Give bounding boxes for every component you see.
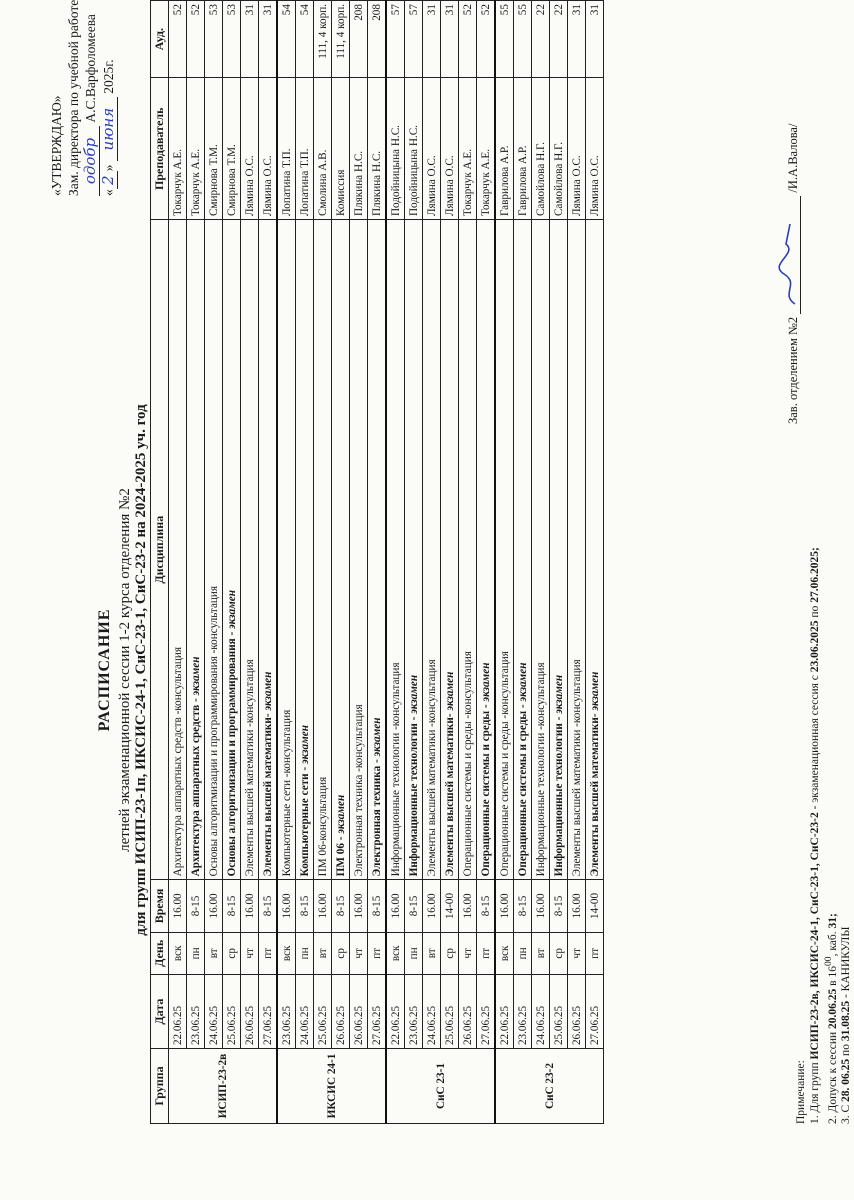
cell-room: 208 <box>368 1 387 78</box>
cell-date: 27.06.25 <box>368 975 387 1049</box>
table-header-row <box>151 1 169 1124</box>
cell-time: 8-15 <box>223 880 241 932</box>
cell-date: 26.06.25 <box>241 975 259 1049</box>
table-row <box>368 1 387 1124</box>
cell-day: пт <box>259 932 278 975</box>
cell-discipline <box>169 220 187 880</box>
cell-room: 52 <box>459 1 477 78</box>
cell-day: вск <box>277 932 296 975</box>
discipline-text: Элементы высшей математики- <box>443 713 456 877</box>
signature-role: Зав. отделением №2 <box>786 316 800 424</box>
approval-day: 2 <box>100 171 118 189</box>
discipline-text: Информационные технологии -консультация <box>534 662 547 877</box>
cell-teacher: Гаврилова А.Р. <box>495 78 514 220</box>
cell-date: 22.06.25 <box>495 975 514 1049</box>
header-date: Дата <box>151 975 169 1049</box>
handwritten-signature <box>780 196 798 314</box>
table-row <box>441 1 459 1124</box>
cell-room: 53 <box>205 1 223 78</box>
cell-day: вск <box>495 932 514 975</box>
note-1-c: - экзаменационная сессия с <box>808 672 821 813</box>
cell-teacher: Лопатина Т.П. <box>277 78 296 220</box>
cell-date: 27.06.25 <box>477 975 496 1049</box>
cell-room: 31 <box>568 1 586 78</box>
cell-discipline <box>241 220 259 880</box>
note-3-start: 28. 06.25 <box>840 1058 853 1102</box>
cell-day: ср <box>223 932 241 975</box>
cell-room: 53 <box>223 1 241 78</box>
cell-discipline <box>459 220 477 880</box>
cell-discipline <box>368 220 387 880</box>
cell-time: 8-15 <box>259 880 278 932</box>
header-time: Время <box>151 880 169 932</box>
group-name: ИСИП-23-2в <box>169 1049 278 1124</box>
cell-date: 25.06.25 <box>441 975 459 1049</box>
cell-date: 27.06.25 <box>586 975 604 1049</box>
cell-teacher: Смолина А.В. <box>314 78 332 220</box>
cell-time: 16.00 <box>495 880 514 932</box>
header-day: День <box>151 932 169 975</box>
discipline-text: ПМ 06-консультация <box>316 776 329 877</box>
cell-discipline <box>386 220 405 880</box>
table-row <box>586 1 604 1124</box>
discipline-text: Архитектура аппаратных средств - <box>189 698 202 877</box>
cell-discipline <box>296 220 314 880</box>
cell-date: 27.06.25 <box>259 975 278 1049</box>
cell-room: 57 <box>405 1 423 78</box>
cell-teacher: Смирнова Т.М. <box>223 78 241 220</box>
note-2-d: , каб. <box>826 928 839 957</box>
cell-day: ср <box>550 932 568 975</box>
cell-discipline <box>550 220 568 880</box>
approval-signature: одобр <box>82 126 100 196</box>
approval-position: Зам. директора по учебной работе <box>66 0 81 196</box>
cell-teacher: Самойлова Н.Г. <box>532 78 550 220</box>
discipline-text: Информационные технологии -консультация <box>389 662 402 877</box>
cell-room: 57 <box>386 1 405 78</box>
note-3-c: по <box>840 1041 853 1059</box>
table-row <box>205 1 223 1124</box>
discipline-text: Операционные системы и среды -консультация <box>498 651 511 877</box>
table-row <box>187 1 205 1124</box>
note-3-a: 3. С <box>840 1101 853 1124</box>
cell-day: пт <box>477 932 496 975</box>
cell-time: 16.00 <box>532 880 550 932</box>
cell-day: ср <box>441 932 459 975</box>
table-row <box>405 1 423 1124</box>
cell-discipline <box>514 220 532 880</box>
cell-room: 22 <box>550 1 568 78</box>
cell-date: 26.06.25 <box>350 975 368 1049</box>
page-subtitle: летней экзаменационной сессии 1-2 курса отделения №2 <box>117 488 133 852</box>
note-2 <box>822 224 840 1124</box>
cell-time: 8-15 <box>368 880 387 932</box>
cell-time: 14-00 <box>441 880 459 932</box>
cell-discipline <box>423 220 441 880</box>
schedule-body <box>169 1 604 1124</box>
cell-time: 8-15 <box>187 880 205 932</box>
cell-room: 55 <box>514 1 532 78</box>
discipline-text: Элементы высшей математики -консультация <box>425 659 438 877</box>
cell-teacher: Лямина О.С. <box>241 78 259 220</box>
signature-line <box>786 196 801 314</box>
cell-teacher: Подойницына Н.С. <box>386 78 405 220</box>
table-row <box>514 1 532 1124</box>
cell-day: пн <box>405 932 423 975</box>
approval-name: А.С.Варфоломеева <box>83 14 98 123</box>
cell-date: 24.06.25 <box>205 975 223 1049</box>
discipline-text: Элементы высшей математики- <box>261 713 274 877</box>
table-row <box>332 1 350 1124</box>
cell-date: 22.06.25 <box>169 975 187 1049</box>
cell-day: чт <box>568 932 586 975</box>
cell-date: 23.06.25 <box>514 975 532 1049</box>
note-3-e: - КАНИКУЛЫ <box>840 926 853 1001</box>
cell-room: 52 <box>169 1 187 78</box>
discipline-text: Основы алгоритмизации и программирования - <box>225 631 238 877</box>
table-row <box>550 1 568 1124</box>
page-subtitle-groups: для групп ИСИП-23-1п, ИКСИС-24-1, СиС-23-1, СиС-23-2 на 2024-2025 уч. год <box>133 404 149 936</box>
cell-day: чт <box>350 932 368 975</box>
cell-day: чт <box>241 932 259 975</box>
cell-room: 31 <box>423 1 441 78</box>
cell-day: пт <box>368 932 387 975</box>
cell-time: 14-00 <box>586 880 604 932</box>
cell-discipline <box>259 220 278 880</box>
cell-day: вт <box>314 932 332 975</box>
cell-discipline <box>277 220 296 880</box>
cell-teacher: Лямина О.С. <box>423 78 441 220</box>
signature-block <box>786 4 801 424</box>
cell-date: 24.06.25 <box>296 975 314 1049</box>
approval-year: 2025г. <box>101 59 116 94</box>
exam-label: экзамен <box>298 725 311 765</box>
approval-block: «УТВЕРЖДАЮ» Зам. директора по учебной работе одобр А.С.Варфоломеева «2» июня 2025г. <box>49 0 117 196</box>
table-row <box>169 1 187 1124</box>
exam-label: экзамен <box>443 671 456 711</box>
cell-day: вск <box>386 932 405 975</box>
note-2-c: в 16 <box>826 966 839 989</box>
cell-date: 24.06.25 <box>532 975 550 1049</box>
discipline-text: Элементы высшей математики -консультация <box>243 659 256 877</box>
discipline-text: Компьютерные сети -консультация <box>280 709 293 877</box>
notes-head: Примечание: <box>795 1060 807 1124</box>
cell-discipline <box>187 220 205 880</box>
cell-day: вт <box>205 932 223 975</box>
cell-teacher: Лямина О.С. <box>568 78 586 220</box>
cell-day: вт <box>532 932 550 975</box>
discipline-text: Электронная техника -консультация <box>352 704 365 877</box>
cell-room: 31 <box>241 1 259 78</box>
exam-label: экзамен <box>407 674 420 714</box>
group-name: СиС 23-1 <box>386 1049 495 1124</box>
cell-time: 16.00 <box>568 880 586 932</box>
exam-label: экзамен <box>225 590 238 629</box>
exam-label: экзамен <box>189 656 202 696</box>
cell-time: 16.00 <box>241 880 259 932</box>
note-1-start: 23.06.2025 <box>808 620 821 673</box>
cell-discipline <box>477 220 496 880</box>
note-1-a: 1. Для групп <box>808 1059 821 1124</box>
table-row <box>386 1 405 1124</box>
cell-day: ср <box>332 932 350 975</box>
cell-date: 26.06.25 <box>459 975 477 1049</box>
discipline-text: Архитектура аппаратных средств -консультация <box>171 646 184 877</box>
cell-time: 16.00 <box>423 880 441 932</box>
table-row <box>532 1 550 1124</box>
cell-room: 52 <box>477 1 496 78</box>
cell-day: пн <box>187 932 205 975</box>
header-room: Ауд. <box>151 1 169 78</box>
discipline-text: Операционные системы и среды - <box>479 704 492 877</box>
note-2-sup: 00 <box>823 956 834 966</box>
cell-teacher: Комиссия <box>332 78 350 220</box>
cell-teacher: Подойницына Н.С. <box>405 78 423 220</box>
cell-day: чт <box>459 932 477 975</box>
table-row <box>350 1 368 1124</box>
cell-discipline <box>314 220 332 880</box>
cell-discipline <box>441 220 459 880</box>
cell-teacher: Плякина Н.С. <box>350 78 368 220</box>
cell-teacher: Лямина О.С. <box>586 78 604 220</box>
cell-room: 208 <box>350 1 368 78</box>
cell-teacher: Токарчук А.Е. <box>459 78 477 220</box>
table-row <box>296 1 314 1124</box>
table-row <box>223 1 241 1124</box>
cell-discipline <box>332 220 350 880</box>
exam-label: экзамен <box>479 662 492 702</box>
note-1-e: по <box>808 602 821 621</box>
cell-date: 22.06.25 <box>386 975 405 1049</box>
cell-teacher: Токарчук А.Е. <box>477 78 496 220</box>
cell-date: 25.06.25 <box>314 975 332 1049</box>
note-1-groups: ИСИП-23-2в, ИКСИС-24-1, СиС-23-1, СиС-23-2 <box>808 812 821 1060</box>
approval-head: «УТВЕРЖДАЮ» <box>49 95 64 196</box>
discipline-text: Информационные технологии - <box>407 716 420 877</box>
cell-date: 25.06.25 <box>223 975 241 1049</box>
exam-label: экзамен <box>552 674 565 714</box>
table-row <box>314 1 332 1124</box>
cell-time: 16.00 <box>169 880 187 932</box>
cell-teacher: Лямина О.С. <box>441 78 459 220</box>
cell-room: 55 <box>495 1 514 78</box>
note-3 <box>840 224 854 1124</box>
schedule-table <box>150 0 604 1124</box>
cell-time: 8-15 <box>514 880 532 932</box>
cell-teacher: Лопатина Т.П. <box>296 78 314 220</box>
notes-block <box>795 224 854 1124</box>
note-2-room: 31; <box>826 913 839 929</box>
cell-time: 8-15 <box>477 880 496 932</box>
cell-discipline <box>568 220 586 880</box>
cell-discipline <box>405 220 423 880</box>
cell-time: 16.00 <box>459 880 477 932</box>
cell-day: вт <box>423 932 441 975</box>
group-name: ИКСИС 24-1 <box>277 1049 386 1124</box>
cell-discipline <box>532 220 550 880</box>
exam-label: экзамен <box>516 662 529 702</box>
discipline-text: ПМ 06 - <box>334 836 347 877</box>
table-row <box>423 1 441 1124</box>
cell-time: 16.00 <box>350 880 368 932</box>
cell-room: 31 <box>441 1 459 78</box>
cell-time: 8-15 <box>332 880 350 932</box>
discipline-text: Операционные системы и среды - <box>516 704 529 877</box>
approval-month: июня <box>100 97 118 161</box>
table-row <box>259 1 278 1124</box>
discipline-text: Элементы высшей математики -консультация <box>570 659 583 877</box>
cell-time: 16.00 <box>277 880 296 932</box>
cell-teacher: Самойлова Н.Г. <box>550 78 568 220</box>
cell-time: 8-15 <box>405 880 423 932</box>
exam-label: экзамен <box>334 794 347 834</box>
cell-teacher: Гаврилова А.Р. <box>514 78 532 220</box>
signature-name: /И.А.Валова/ <box>786 123 800 193</box>
cell-date: 23.06.25 <box>187 975 205 1049</box>
table-row <box>459 1 477 1124</box>
cell-time: 16.00 <box>314 880 332 932</box>
exam-label: экзамен <box>261 671 274 711</box>
cell-date: 23.06.25 <box>405 975 423 1049</box>
discipline-text: Элементы высшей математики- <box>588 713 601 877</box>
cell-teacher: Токарчук А.Е. <box>187 78 205 220</box>
cell-teacher: Лямина О.С. <box>259 78 278 220</box>
cell-teacher: Смирнова Т.М. <box>205 78 223 220</box>
cell-time: 16.00 <box>386 880 405 932</box>
cell-discipline <box>495 220 514 880</box>
table-row <box>568 1 586 1124</box>
note-1 <box>809 224 823 1124</box>
table-row <box>241 1 259 1124</box>
cell-discipline <box>350 220 368 880</box>
cell-date: 26.06.25 <box>332 975 350 1049</box>
discipline-text: Информационные технологии - <box>552 716 565 877</box>
table-row <box>477 1 496 1124</box>
header-group: Группа <box>151 1049 169 1124</box>
cell-teacher: Плякина Н.С. <box>368 78 387 220</box>
note-3-end: 31.08.25 <box>840 1000 853 1042</box>
table-row <box>495 1 514 1124</box>
cell-room: 31 <box>586 1 604 78</box>
cell-room: 54 <box>277 1 296 78</box>
exam-label: экзамен <box>370 717 383 757</box>
cell-day: пн <box>514 932 532 975</box>
discipline-text: Основы алгоритмизации и программирования -консультация <box>207 585 220 877</box>
cell-discipline <box>205 220 223 880</box>
discipline-text: Электронная техника - <box>370 759 383 877</box>
cell-day: пт <box>586 932 604 975</box>
cell-room: 31 <box>259 1 278 78</box>
cell-time: 8-15 <box>550 880 568 932</box>
cell-time: 16.00 <box>205 880 223 932</box>
cell-room: 52 <box>187 1 205 78</box>
group-name: СиС 23-2 <box>495 1049 604 1124</box>
cell-day: вск <box>169 932 187 975</box>
cell-date: 23.06.25 <box>277 975 296 1049</box>
cell-room: 111, 4 корп. <box>332 1 350 78</box>
exam-label: экзамен <box>588 671 601 711</box>
note-1-end: 27.06.2025; <box>808 547 821 603</box>
cell-date: 26.06.25 <box>568 975 586 1049</box>
note-2-a: 2. Допуск к сессии <box>826 1028 839 1124</box>
discipline-text: Компьютерные сети - <box>298 766 311 877</box>
cell-discipline <box>586 220 604 880</box>
discipline-text: Операционные системы и среды -консультация <box>461 651 474 877</box>
cell-room: 54 <box>296 1 314 78</box>
cell-day: пн <box>296 932 314 975</box>
note-2-date: 20.06.25 <box>826 988 839 1029</box>
header-teacher: Преподаватель <box>151 78 169 220</box>
table-row <box>277 1 296 1124</box>
cell-date: 25.06.25 <box>550 975 568 1049</box>
cell-teacher: Токарчук А.Е. <box>169 78 187 220</box>
cell-discipline <box>223 220 241 880</box>
cell-room: 22 <box>532 1 550 78</box>
page-title: РАСПИСАНИЕ <box>96 608 113 732</box>
header-discipline: Дисциплина <box>151 220 169 880</box>
cell-room: 111, 4 корп. <box>314 1 332 78</box>
cell-time: 8-15 <box>296 880 314 932</box>
cell-date: 24.06.25 <box>423 975 441 1049</box>
